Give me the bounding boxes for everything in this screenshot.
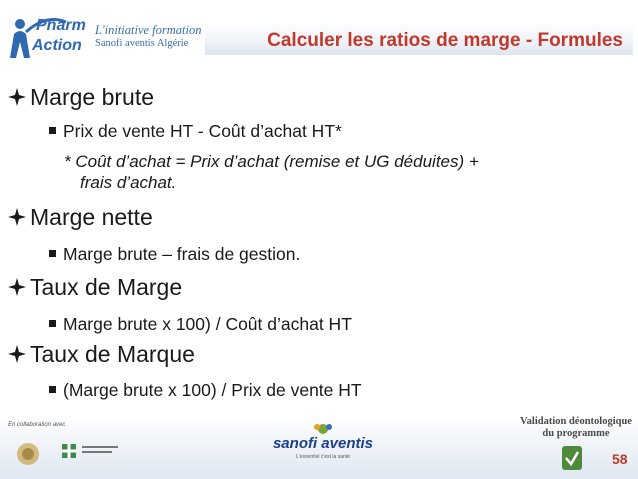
square-bullet-icon xyxy=(49,386,56,393)
list-item: Marge brute – frais de gestion. xyxy=(63,244,300,265)
heading-taux-de-marge: Taux de Marge xyxy=(30,274,182,301)
list-item: Prix de vente HT - Coût d’achat HT* xyxy=(63,121,342,142)
collaboration-label: En collaboration avec xyxy=(8,422,66,428)
sanofi-aventis-logo xyxy=(268,422,378,462)
diamond-bullet-icon xyxy=(8,88,26,106)
page-number: 58 xyxy=(612,451,628,467)
svg-text:Action: Action xyxy=(32,37,82,54)
heading-marge-nette: Marge nette xyxy=(30,204,153,231)
partner-logos xyxy=(12,436,122,476)
footer xyxy=(0,400,638,479)
svg-text:sanofi aventis: sanofi aventis xyxy=(272,435,374,452)
svg-text:Pharm: Pharm xyxy=(36,17,86,34)
square-bullet-icon xyxy=(49,250,56,257)
diamond-bullet-icon xyxy=(8,208,26,226)
svg-text:L'essentiel c'est la santé: L'essentiel c'est la santé xyxy=(296,454,350,460)
note-line2: frais d’achat. xyxy=(80,173,177,192)
validation-label: Validation déontologique du programme xyxy=(520,416,632,439)
tagline-line1: L'initiative formation xyxy=(95,23,202,37)
tagline-line2: Sanofi aventis Algérie xyxy=(95,38,189,49)
heading-marge-brute: Marge brute xyxy=(30,84,154,111)
list-item: Marge brute x 100) / Coût d’achat HT xyxy=(63,314,352,335)
diamond-bullet-icon xyxy=(8,345,26,363)
slide-title: Calculer les ratios de marge - Formules xyxy=(267,30,623,51)
heading-taux-de-marque: Taux de Marque xyxy=(30,341,195,368)
square-bullet-icon xyxy=(49,127,56,134)
note-line1: * Coût d’achat = Prix d’achat (remise et UG déduites) + xyxy=(64,152,479,171)
list-item: (Marge brute x 100) / Prix de vente HT xyxy=(63,380,362,401)
diamond-bullet-icon xyxy=(8,278,26,296)
square-bullet-icon xyxy=(49,320,56,327)
validation-seal-icon xyxy=(560,444,584,472)
